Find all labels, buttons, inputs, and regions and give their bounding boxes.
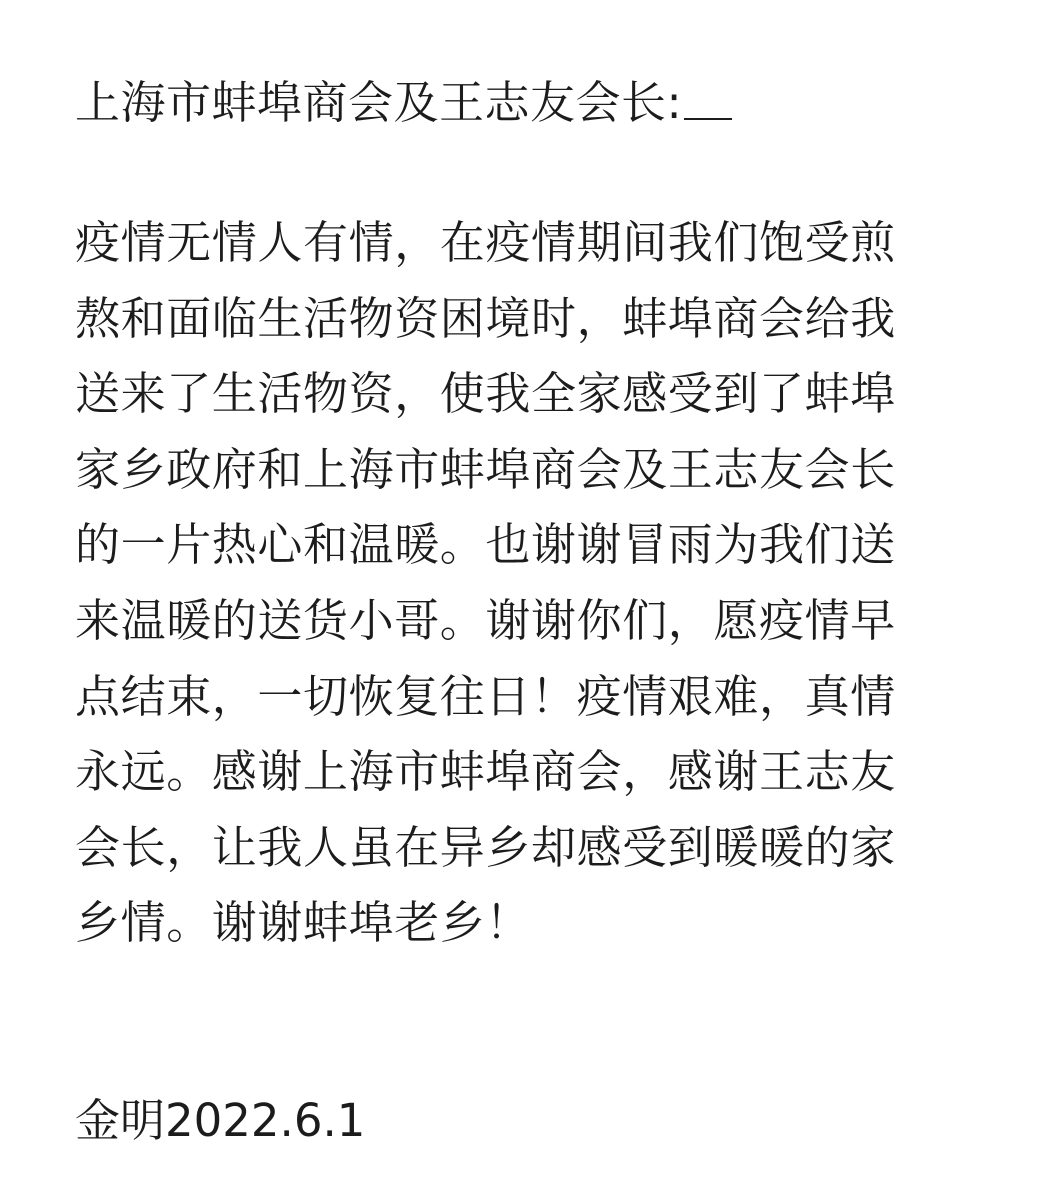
- body-line-3: 送来了生活物资，使我全家感受到了蚌埠: [75, 367, 896, 421]
- greeting-text: 上海市蚌埠商会及王志友会长:: [75, 76, 683, 129]
- body-line-1: 疫情无情人有情，在疫情期间我们饱受煎: [75, 216, 896, 269]
- body-line-10: 乡情。谢谢蚌埠老乡！: [75, 896, 532, 950]
- body-line-9: 会长，让我人虽在异乡却感受到暖暖的家: [75, 820, 896, 874]
- body-line-7: 点结束，一切恢复往日！疫情艰难，真情: [75, 669, 896, 723]
- body-line-4: 家乡政府和上海市蚌埠商会及王志友会长: [75, 442, 896, 496]
- letter-signature: 金明2022.6.1: [75, 1094, 366, 1147]
- letter-body: [75, 205, 1005, 961]
- greeting-underline: [684, 74, 732, 120]
- letter-greeting: [75, 74, 732, 132]
- body-line-2: 熬和面临生活物资困境时，蚌埠商会给我: [75, 291, 896, 345]
- body-line-5: 的一片热心和温暖。也谢谢冒雨为我们送: [75, 518, 896, 572]
- body-line-6: 来温暖的送货小哥。谢谢你们，愿疫情早: [75, 593, 896, 647]
- body-line-8: 永远。感谢上海市蚌埠商会，感谢王志友: [75, 745, 896, 799]
